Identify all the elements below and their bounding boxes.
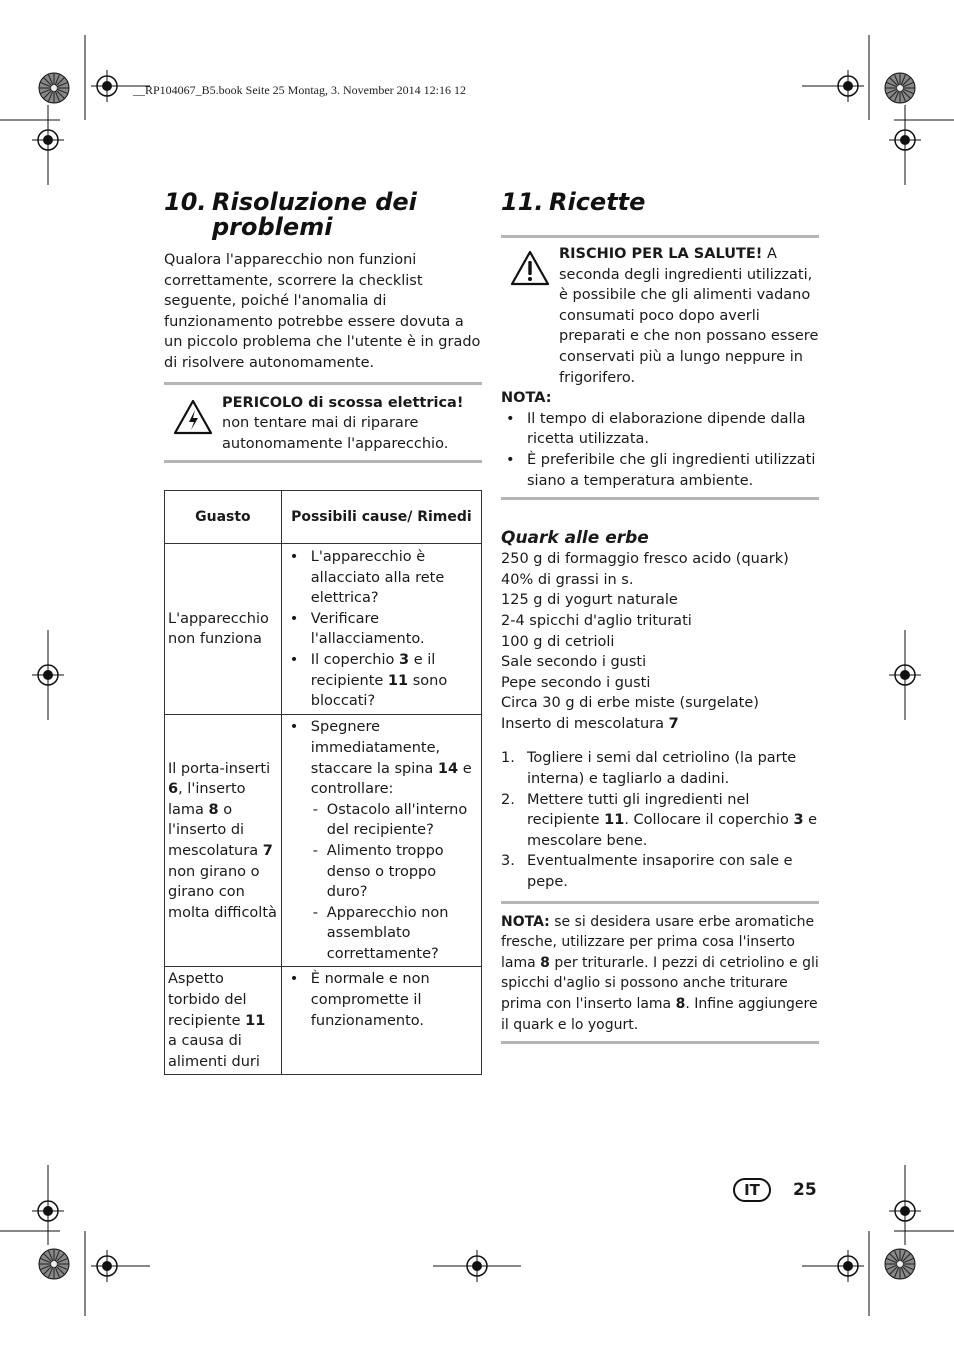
- section-heading-recipes: [501, 190, 819, 215]
- right-column: [501, 190, 819, 1044]
- list-item: • È preferibile che gli ingredienti utilizzati siano a temperatura ambiente.: [501, 450, 819, 491]
- remedy-item: • L'apparecchio è allacciato alla rete elettrica?: [285, 547, 478, 609]
- warning-title: PERICOLO di scossa elettrica!: [222, 394, 464, 411]
- recipe-title: Quark alle erbe: [501, 528, 649, 549]
- divider: [501, 1041, 819, 1044]
- language-badge: IT: [733, 1178, 771, 1202]
- electric-shock-warning-icon: [164, 393, 222, 455]
- check-item: - Alimento troppo denso o troppo duro?: [311, 841, 478, 903]
- page-footer: [733, 1178, 817, 1202]
- note-label: NOTA:: [501, 390, 552, 407]
- electric-warning-box: [164, 393, 482, 455]
- remedies-cell: [281, 715, 481, 967]
- step-item: 2. Mettere tutti gli ingredienti nel recipiente 11. Collocare il coperchio 3 e mescolare bene.: [501, 791, 818, 849]
- warning-text: non tentare mai di riparare autonomamente l'apparecchio.: [222, 415, 449, 452]
- step-item: 3. Eventualmente insaporire con sale e pepe.: [501, 853, 793, 891]
- warning-title: RISCHIO PER LA SALUTE!: [559, 246, 763, 262]
- ingredient: 100 g di cetrioli: [501, 633, 615, 650]
- divider: [501, 235, 819, 238]
- ingredient: 125 g di yogurt naturale: [501, 592, 678, 609]
- table-header-row: [165, 491, 482, 544]
- page-number: 25: [793, 1180, 817, 1200]
- table-row: [165, 967, 482, 1075]
- fault-cell: Aspetto torbido del recipiente 11 a causa di alimenti duri: [165, 967, 282, 1075]
- health-warning-box: [501, 244, 819, 388]
- remedy-item: • Il coperchio 3 e il recipiente 11 sono bloccati?: [285, 650, 478, 712]
- divider: [501, 497, 819, 500]
- ingredient: Inserto di mescolatura 7: [501, 715, 679, 732]
- table-row: [165, 544, 482, 715]
- steps-list: [501, 748, 819, 892]
- table-row: [165, 715, 482, 967]
- section-number: 11.: [501, 188, 544, 216]
- remedy-item: • Spegnere immediatamente, staccare la spina 14 e controllare: - Ostacolo all'interno del recipiente? - Alimento troppo denso o troppo duro? - Apparecchio non assemblato correttamente?: [285, 717, 478, 964]
- ingredient: 250 g di formaggio fresco acido (quark) 40% di grassi in s.: [501, 551, 789, 588]
- section-heading-troubleshooting: [164, 190, 482, 240]
- remedy-item: • È normale e non compromette il funzionamento.: [285, 969, 478, 1031]
- section-title: Risoluzione dei problemi: [212, 188, 417, 241]
- ingredient: Sale secondo i gusti: [501, 654, 647, 671]
- ingredient: Pepe secondo i gusti: [501, 674, 651, 691]
- divider: [164, 382, 482, 385]
- remedies-cell: [281, 967, 481, 1075]
- column-header-fault: Guasto: [165, 491, 282, 544]
- check-item: - Ostacolo all'interno del recipiente?: [311, 800, 478, 841]
- print-file-header: __RP104067_B5.book Seite 25 Montag, 3. November 2014 12:16 12: [133, 83, 466, 97]
- section-number: 10.: [164, 188, 207, 216]
- remedy-item: • Verificare l'allacciamento.: [285, 609, 478, 650]
- step-item: 1. Togliere i semi dal cetriolino (la parte interna) e tagliarlo a dadini.: [501, 750, 797, 788]
- ingredient: Circa 30 g di erbe miste (surgelate): [501, 695, 759, 712]
- notes-list: [501, 409, 819, 491]
- final-note: NOTA: se si desidera usare erbe aromatiche fresche, utilizzare per prima cosa l'inserto lama 8 per triturarle. I pezzi di cetriolino e gli spicchi d'aglio si possono anche triturare prima con l'inserto lama 8. Infine aggiungere il quark e lo yogurt.: [501, 913, 819, 1033]
- section-title: Ricette: [549, 188, 646, 216]
- list-item: • Il tempo di elaborazione dipende dalla ricetta utilizzata.: [501, 409, 819, 450]
- fault-cell: L'apparecchio non funziona: [165, 544, 282, 715]
- troubleshooting-table: [164, 490, 482, 1075]
- ingredients-list: [501, 549, 819, 734]
- column-header-remedies: Possibili cause/ Rimedi: [281, 491, 481, 544]
- divider: [501, 901, 819, 904]
- ingredient: 2-4 spicchi d'aglio triturati: [501, 612, 692, 629]
- warning-text: A seconda degli ingredienti utilizzati, è possibile che gli alimenti vadano consumati poco dopo averli preparati e che non possano essere conservati più a lungo neppure in frigorifero.: [559, 246, 819, 386]
- left-column: [164, 190, 482, 1075]
- check-item: - Apparecchio non assemblato correttamente?: [311, 903, 478, 965]
- fault-cell: Il porta-inserti 6, l'inserto lama 8 o l'inserto di mescolatura 7 non girano o girano con molta difficoltà: [165, 715, 282, 967]
- divider: [164, 460, 482, 463]
- intro-paragraph: Qualora l'apparecchio non funzioni correttamente, scorrere la checklist seguente, poiché l'anomalia di funzionamento potrebbe essere dovuta a un piccolo problema che l'utente è in grado di risolvere autonomamente.: [164, 252, 481, 371]
- remedies-cell: [281, 544, 481, 715]
- warning-triangle-icon: [501, 244, 559, 388]
